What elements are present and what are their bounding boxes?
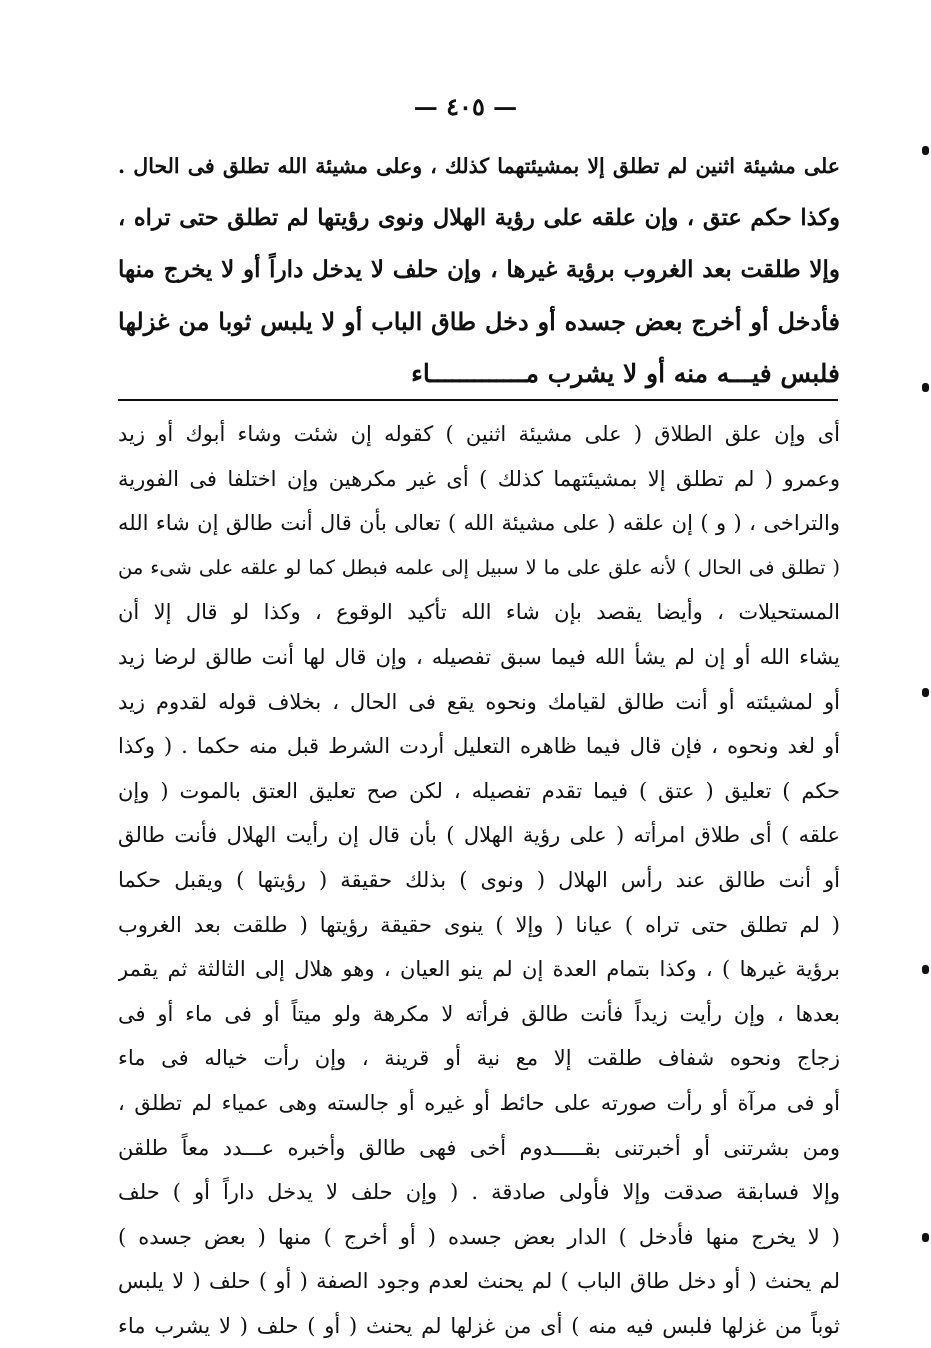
margin-mark	[922, 383, 929, 392]
margin-mark	[922, 1233, 929, 1242]
main-text-line: فأدخل أو أخرج بعض جسده أو دخل طاق الباب أو لا يلبس ثوبا من غزلها	[118, 307, 840, 336]
main-text-line: فلبس فيـــه منه أو لا يشرب مـــــــــــــاء	[411, 359, 840, 388]
main-text-line: وكذا حكم عتق ، وإن علقه على رؤية الهلال ونوى رؤيتها لم تطلق حتى تراه ،	[118, 205, 840, 231]
margin-mark	[922, 688, 929, 697]
commentary-line: أو فى مرآة أو رأت صورته على حائط أو غيره أو جالسته وهى عمياء لم تطلق ،	[118, 1090, 840, 1115]
main-text-line: وإلا طلقت بعد الغروب برؤية غيرها ، وإن حلف لا يدخل داراً أو لا يخرج منها	[118, 256, 840, 283]
commentary-line: وإلا فسابقة صدقت وإلا فأولى صادقة . ( وإن حلف لا يدخل داراً أو ) حلف	[118, 1180, 840, 1205]
commentary-line: والتراخى ، ( و ) إن علقه ( على مشيئة الله ) تعالى بأن قال أنت طالق إن شاء الله	[118, 511, 840, 536]
commentary-line: زجاج ونحوه شفاف طلقت إلا مع نية أو قرينة ، وإن رأت خياله فى ماء	[118, 1046, 840, 1071]
commentary-line: ( تطلق فى الحال ) لأنه علق على ما لا سبيل إلى علمه فبطل كما لو علقه على شىء من	[118, 555, 840, 579]
commentary-line: برؤية غيرها ) ، وكذا بتمام العدة إن لم ينو العيان ، وهو هلال إلى الثالثة ثم يقمر	[118, 957, 840, 982]
commentary-line: ومن بشرتنى أو أخبرتنى بقـــــدوم أخى فهى طالق وأخبره عـــدد معاً طلقن	[118, 1135, 840, 1160]
main-text-block	[118, 140, 840, 400]
commentary-block	[118, 412, 840, 1348]
commentary-line: بعدها ، وإن رأيت زيداً فأنت طالق فرأته لا مكرهة ولو ميتاً أو فى ماء أو فى	[118, 1001, 840, 1026]
commentary-line: ( لم تطلق حتى تراه ) عيانا ( وإلا ) ينوى حقيقة رؤيتها ( طلقت بعد الغروب	[118, 912, 840, 937]
commentary-line: يشاء الله أو إن لم يشأ الله فيما سبق تفصيله ، وإن قال لها أنت طالق لرضا زيد	[118, 644, 840, 669]
section-divider	[118, 399, 838, 401]
commentary-line: أو لمشيئته أو أنت طالق لقيامك ونحوه يقع فى الحال ، بخلاف قوله لقدوم زيد	[118, 689, 840, 714]
margin-mark	[922, 965, 929, 974]
margin-mark	[922, 146, 929, 155]
page-number: — ٤٠٥ —	[413, 92, 518, 121]
commentary-line: ثوباً من غزلها فلبس فيه منه ) أى من غزلها لم يحنث ( أو ) حلف ( لا يشرب ماء	[118, 1313, 840, 1338]
commentary-line: أى وإن علق الطلاق ( على مشيئة اثنين ) كقوله إن شئت وشاء أبوك أو زيد	[118, 422, 840, 446]
commentary-line: ( لا يخرج منها فأدخل ) الدار بعض جسده ( أو أخرج ) منها ( بعض جسده )	[118, 1224, 840, 1249]
commentary-line: علقه ) أى طلاق امرأته ( على رؤية الهلال ) بأن قال إن رأيت الهلال فأنت طالق	[118, 823, 840, 848]
commentary-line: لم يحنث ( أو دخل طاق الباب ) لم يحنث لعدم وجود الصفة ( أو ) حلف ( لا يلبس	[118, 1269, 840, 1294]
commentary-line: أو لغد ونحوه ، فإن قال فيما ظاهره التعليل أردت الشرط قبل منه حكما . ( وكذا	[118, 734, 840, 759]
commentary-line: وعمرو ( لم تطلق إلا بمشيئتهما كذلك ) أى غير مكرهين وإن اختلفا فى الفورية	[118, 466, 840, 491]
commentary-line: المستحيلات ، وأيضا يقصد بإن شاء الله تأكيد الوقوع ، وكذا لو قال إلا أن	[118, 600, 840, 625]
main-text-line: على مشيئة اثنين لم تطلق إلا بمشيئتهما كذلك ، وعلى مشيئة الله تطلق فى الحال .	[118, 154, 840, 178]
commentary-line: حكم ) تعليق ( عتق ) فيما تقدم تفصيله ، لكن صح تعليق العتق بالموت ( وإن	[118, 778, 840, 803]
commentary-line: أو أنت طالق عند رأس الهلال ( ونوى ) بذلك حقيقة ( رؤيتها ) ويقبل حكما	[118, 867, 840, 892]
